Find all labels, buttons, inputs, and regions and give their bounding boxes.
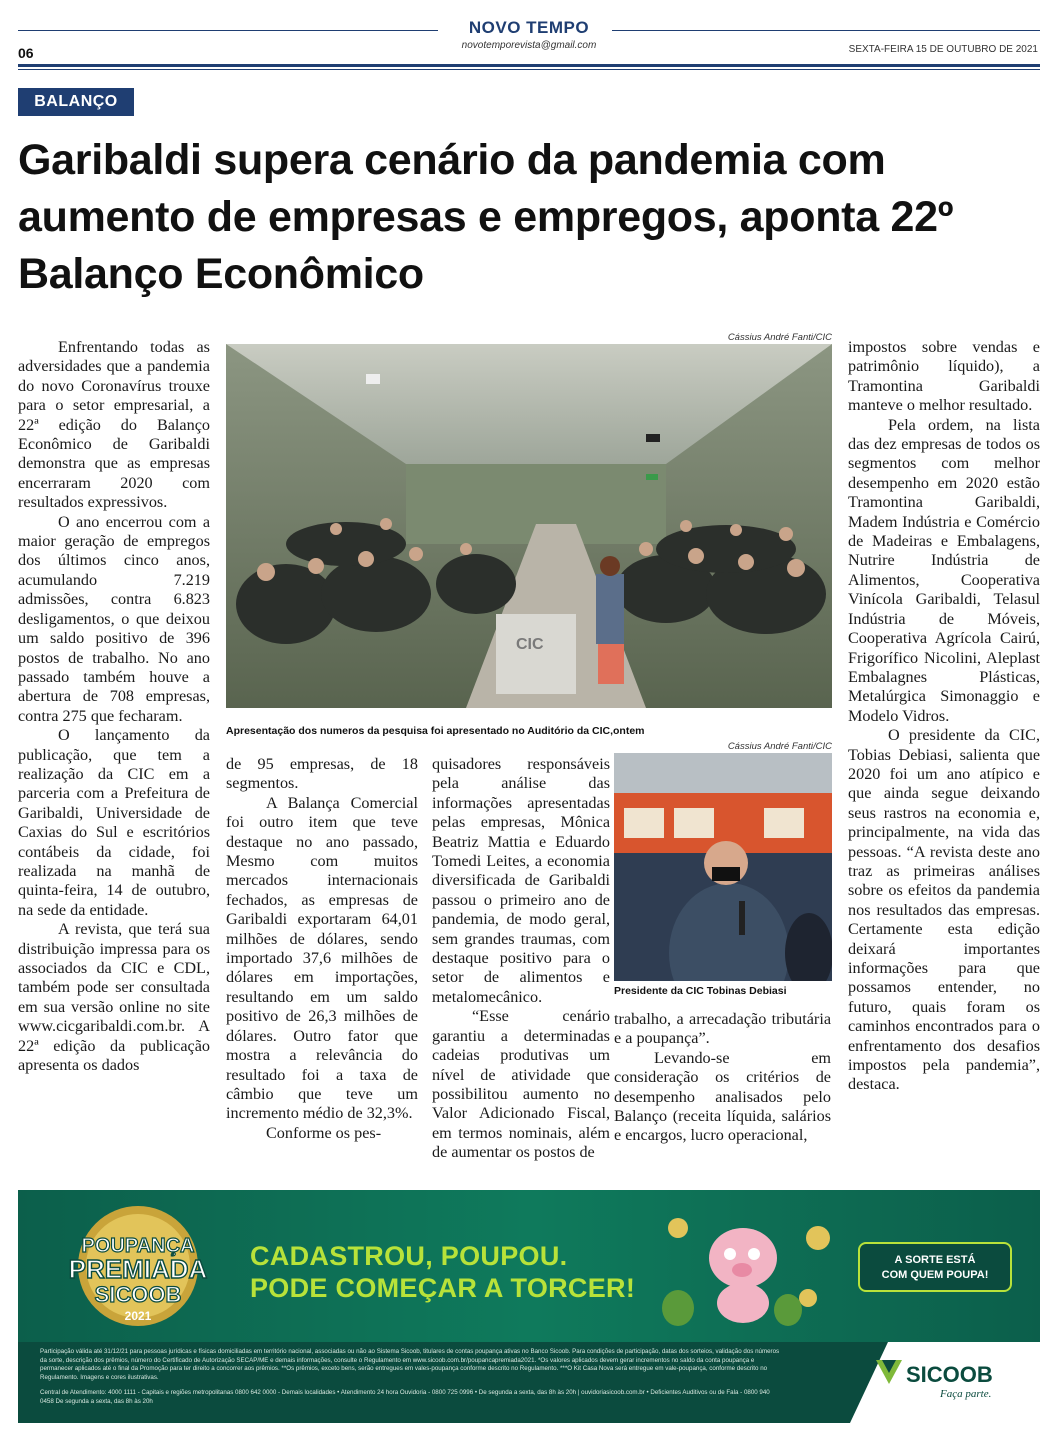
promo-logo bbox=[38, 1204, 238, 1334]
section-tag: BALANÇO bbox=[18, 88, 134, 116]
piggy-bank-icon bbox=[648, 1198, 838, 1338]
paragraph: O ano encerrou com a maior geração de empregos dos últimos cinco anos, acumulando 7.219 admissões, contra 6.823 desligamentos, o que deixou um saldo positivo de 396 postos de trabalho. No ano passado também houve a abertura de 708 empresas, contra 275 que fecharam. bbox=[18, 512, 210, 725]
lectern-sign: CIC bbox=[516, 636, 544, 653]
header-rule-thin bbox=[18, 69, 1040, 70]
sicoob-advertisement[interactable] bbox=[18, 1190, 1040, 1423]
sicoob-logo: SICOOB bbox=[906, 1362, 993, 1387]
headline: Garibaldi supera cenário da pandemia com aumento de empresas e empregos, aponta 22º Balanço Econômico bbox=[18, 136, 954, 298]
promo-line-3: SICOOB bbox=[94, 1282, 182, 1307]
auditorium-photo bbox=[226, 344, 832, 708]
ad-badge bbox=[858, 1242, 1012, 1292]
article-column-5 bbox=[848, 338, 1040, 1095]
medal-icon bbox=[38, 1204, 238, 1334]
president-photo-image bbox=[614, 753, 832, 981]
paragraph: de 95 empresas, de 18 segmentos. bbox=[226, 755, 418, 793]
photo-credit: Cássius André Fanti/CIC bbox=[727, 741, 832, 752]
paragraph: “Esse cenário garantiu a determinadas cadeias produtivas um nível de atividade que possibilitou aumento no Valor Adicionado Fiscal, em termos nominais, além de aumentar os postos de bbox=[432, 1007, 610, 1162]
publication-email: novotemporevista@gmail.com bbox=[461, 40, 597, 51]
ad-headline-line-1: CADASTROU, POUPOU. bbox=[250, 1241, 568, 1271]
page-number: 06 bbox=[18, 45, 34, 61]
dateline: SEXTA-FEIRA 15 DE OUTUBRO DE 2021 bbox=[848, 44, 1038, 55]
photo-credit: Cássius André Fanti/CIC bbox=[727, 332, 832, 343]
article-column-1 bbox=[18, 338, 210, 1075]
article-column-2 bbox=[226, 755, 418, 1143]
paragraph: trabalho, a arrecadação tributária e a poupança”. bbox=[614, 1010, 831, 1048]
ad-fine-print: Participação válida até 31/12/21 para pessoas jurídicas e físicas domiciliadas em território nacional, associadas ou não ao Sistema Sicoob, titulares de contas poupança ativas no Banco Sicoob. Para condições de participação, datas dos sorteios, validação dos números da sorte, descrição dos prêmios, número do Certificado de Autorização SECAP/ME e demais informações, consulte o Regulamento em www.sicoob.com.br/poupancapremiada2021. *Os valores aplicados devem gerar incrementos no saldo da conta poupança e permanecer aplicados até o final da Promoção para ter direito a concorrer aos prêmios. **Os prêmios, exceto bens, serão entregues em vales-poupança conforme descrito no Regulamento. ***O Kit Casa Nova será entregue em vale-poupança, conforme descrito no Regulamento. Imagens e cores ilustrativas. bbox=[40, 1348, 780, 1381]
ad-badge-line-1: A SORTE ESTÁ bbox=[894, 1254, 976, 1266]
paragraph: Conforme os pes- bbox=[266, 1123, 382, 1142]
publication-name: NOVO TEMPO bbox=[468, 18, 590, 37]
paragraph: Enfrentando todas as adversidades que a pandemia do novo Coronavírus trouxe para o setor empresarial, a 22ª edição do Balanço Econômico de Garibaldi demonstra que as empresas encerraram 2020 com resultados expressivos. bbox=[18, 338, 210, 512]
ad-badge-line-2: COM QUEM POUPA! bbox=[881, 1269, 989, 1281]
paragraph: Levando-se em consideração os critérios de desempenho analisados pelo Balanço (receita líquida, salários e encargos, lucro operacional, bbox=[614, 1048, 831, 1145]
header-rule bbox=[18, 64, 1040, 67]
paragraph: quisadores responsáveis pela análise das informações apresentadas pelas empresas, Mônica Beatriz Mattia e Eduardo Tomedi Leites, a economia diversificada de Garibaldi passou o primeiro ano de pandemia, de modo geral, sem grandes traumas, com destaque positivo para o setor de alimentos e metalomecânico. bbox=[432, 755, 610, 1006]
auditorium-photo-image bbox=[226, 344, 832, 708]
ad-headline-line-2: PODE COMEÇAR A TORCER! bbox=[250, 1273, 636, 1303]
sicoob-slogan: Faça parte. bbox=[940, 1388, 992, 1400]
paragraph: O lançamento da publicação, que tem a realização da CIC em a parceria com a Prefeitura de Garibaldi, Universidade de Caxias do Sul e escritórios contábeis da cidade, foi realizada na manhã de quinta-feira, 14 de outubro, na sede da entidade. bbox=[18, 726, 210, 919]
ad-contact-info: Central de Atendimento: 4000 1111 - Capitais e regiões metropolitanas 0800 642 0000 - Demais localidades • Atendimento 24 hora Ouvidoria - 0800 725 0996 • De segunda a sexta, das 8h às 20h | ouvidoriasicoob.com.br • Deficientes Auditivos ou de Fala - 0800 940 0458 De segunda a sexta, das 8h às 20h bbox=[40, 1389, 770, 1405]
promo-line-2: PREMIADA bbox=[68, 1254, 208, 1284]
article-column-3 bbox=[432, 755, 610, 1163]
photo-caption: Presidente da CIC Tobinas Debiasi bbox=[614, 985, 787, 997]
paragraph: A Balança Comercial foi outro item que teve destaque no ano passado, Mesmo com muitos mercados internacionais fechados, as empresas de Garibaldi exportaram 64,01 milhões de dólares, sendo importado 37,6 milhões de dólares em importações, resultando em um saldo positivo de 26,3 milhões de dólares. Outro fator que mostra a relevância do resultado foi a taxa de câmbio que teve um incremento médio de 32,3%. bbox=[226, 793, 418, 1123]
article-column-4 bbox=[614, 1010, 831, 1146]
promo-year: 2021 bbox=[124, 1309, 152, 1323]
photo-caption: Apresentação dos numeros da pesquisa foi apresentado no Auditório da CIC,ontem bbox=[226, 725, 645, 737]
ad-headline bbox=[250, 1240, 670, 1304]
paragraph: impostos sobre vendas e patrimônio líquido), a Tramontina Garibaldi manteve o melhor resultado. bbox=[848, 338, 1040, 415]
paragraph: O presidente da CIC, Tobias Debiasi, salienta que 2020 foi um ano atípico e que ainda segue deixando seus rastros na economia e, principalmente, na vida das pessoas. “A revista deste ano traz as primeiras análises sobre os efeitos da pandemia nos resultados das empresas. Certamente esta edição deixará importantes informações para que possamos entender, no futuro, quais foram os caminhos encontrados para o enfrentamento dos desafios impostos pela pandemia”, destaca. bbox=[848, 726, 1040, 1094]
promo-line-1: POUPANÇA bbox=[81, 1235, 195, 1257]
paragraph: A revista, que terá sua distribuição impressa para os associados da CIC e CDL, também pode ser consultada em sua versão online no site www.cicgaribaldi.com.br. A 22ª edição da publicação apresenta os dados bbox=[18, 920, 210, 1075]
president-photo bbox=[614, 753, 832, 981]
paragraph: Pela ordem, na lista das dez empresas de todos os segmentos com melhor desempenho em 2020 estão Tramontina Garibaldi, Madem Indústria e Comércio de Madeiras e Embalagens, Nutrire Indústria de Alimentos, Cooperativa Vinícola Garibaldi, Telasul Indústria de Móveis, Cooperativa Agrícola Cairú, Frigorífico Nicolini, Aleplast Embalagnes Plásticas, Metalúrgica Simonaggio e Modelo Vidros. bbox=[848, 415, 1040, 725]
sicoob-symbol-icon bbox=[876, 1360, 902, 1384]
